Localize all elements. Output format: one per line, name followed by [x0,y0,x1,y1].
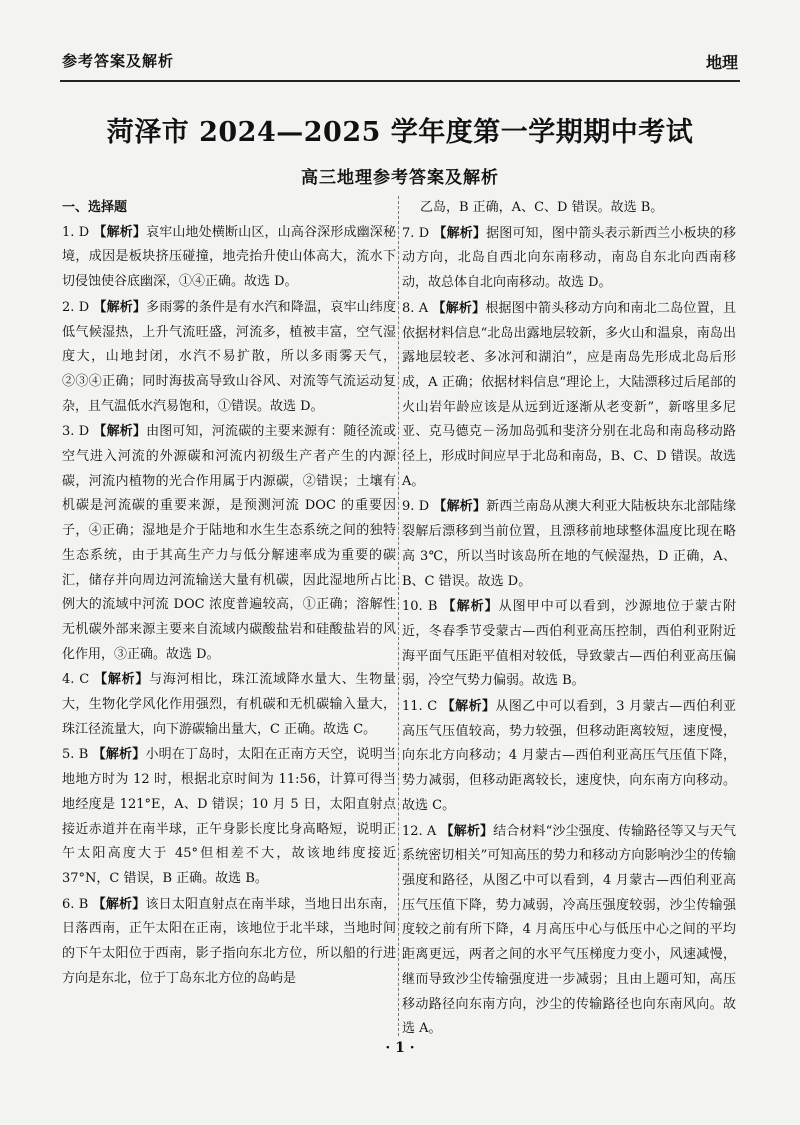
answer-text: 结合材料“沙尘强度、传输路径等又与天气系统密切相关”可知高压的势力和移动方向影响沙尘的传输强度和路径，从图乙中可以看到，4 月蒙古—西伯利亚高压气压值下降，势力减弱，冷高压强度较弱，沙尘传输强度较之前有所下降，4 月高压中心与低压中心之间的平均距离更远，两者之间的水平气压梯度力变小，风速减慢，继而导致沙尘传输强度进一步减弱；且由上题可知，高压移动路径向东南方向，沙尘的传输路径也向东南风向。故选 A。 [402,823,736,1037]
analysis-tag: 【解析】 [93,424,147,440]
answer-item [62,221,396,295]
answer-text: 该日太阳直射点在南半球，当地日出东南，日落西南，正午太阳在正南，该地位于北半球，当地时间的下午太阳位于西南，影子指向东北方位，所以船的行进方向是东北，位于丁岛东北方位的岛屿是 [62,896,396,986]
left-column [62,196,396,993]
answer-number: 8. A [402,300,429,316]
answer-subtitle: 高三地理参考答案及解析 [301,168,499,188]
answer-text: 乙岛，B 正确，A、C、D 错误。故选 B。 [420,200,664,215]
answer-text: 从图乙中可以看到，3 月蒙古—西伯利亚高压气压值较高，势力较强，但移动距离较短，速度慢，向东北方向移动；4 月蒙古—西伯利亚高压气压值下降，势力减弱，但移动距离较长，速度快，向东南方向移动。故选 C。 [402,699,736,813]
answer-item [402,222,736,296]
analysis-tag: 【解析】 [93,224,147,240]
analysis-tag: 【解析】 [433,225,487,241]
right-answer-list [402,196,736,1042]
answer-number: 3. D [62,424,90,440]
answer-item [62,420,396,667]
header-subject: 地理 [705,53,738,72]
answer-number: 10. B [402,599,438,615]
analysis-tag: 【解析】 [433,499,487,515]
analysis-tag: 【解析】 [92,896,146,912]
analysis-tag: 【解析】 [442,599,499,615]
answer-text: 据图可知，图中箭头表示新西兰小板块的移动方向，北岛自西北向东南移动，南岛自东北向西南移动，故总体自北向南移动。故选 D。 [402,225,736,291]
analysis-tag: 【解析】 [93,299,147,315]
answer-number: 2. D [62,299,90,315]
analysis-tag: 【解析】 [92,747,146,763]
answer-item [62,893,396,992]
answer-number: 11. C [402,699,438,715]
answer-text: 新西兰南岛从澳大利亚大陆板块东北部陆缘裂解后漂移到当前位置，且漂移前地球整体温度比现在略高 3℃，所以当时该岛所在地的气候湿热，D 正确，A、B、C 错误。故选 D。 [402,499,736,589]
answer-number: 9. D [402,499,430,515]
answer-text: 小明在丁岛时，太阳在正南方天空，说明当地地方时为 12 时，根据北京时间为 11:56，计算可得当地经度是 121°E，A、D 错误；10 月 5 日，太阳直射点接近赤道并在南半球，正午身影长度比身高略短，说明正午太阳高度大于 45°但相差不大，故该地纬度接近 37°N，C 错误，B 正确。故选 B。 [62,747,396,886]
answer-item [402,495,736,594]
column-divider [398,196,399,1036]
section-heading: 一、选择题 [62,200,128,215]
exam-title: 菏泽市 2024—2025 学年度第一学期期中考试 [106,117,694,148]
analysis-tag: 【解析】 [440,823,494,839]
answer-item [402,695,736,819]
answer-text: 由图可知，河流碳的主要来源有：随径流或空气进入河流的外源碳和河流内初级生产者产生的内源碳，河流内植物的光合作用属于内源碳，②错误；土壤有机碳是河流碳的重要来源，是预测河流 DOC 的重要因子，④正确；湿地是介于陆地和水生生态系统之间的独特生态系统，由于其高生产力与低分解速率成为重要的碳汇，储存并向周边河流输送大量有机碳，因此湿地所占比例大的流域中河流 DOC 浓度普遍较高，①正确；溶解性无机碳外部来源主要来自流域内碳酸盐岩和硅酸盐岩的风化作用，③正确。故选 D。 [62,424,396,662]
right-column [402,196,736,1043]
answer-item [402,196,736,221]
answer-item [62,668,396,742]
answer-number: 1. D [62,224,90,240]
left-answer-list [62,221,396,992]
analysis-tag: 【解析】 [432,300,486,316]
answer-item [402,595,736,694]
answer-number: 4. C [62,672,90,688]
answer-text: 与海河相比，珠江流域降水量大、生物量大，生物化学风化作用强烈，有机碳和无机碳输入量大，珠江径流量大，向下游碳输出量大，C 正确。故选 C。 [62,672,396,737]
answer-item [62,743,396,891]
header-divider [60,80,740,82]
answer-number: 12. A [402,823,437,839]
answer-text: 从图甲中可以看到，沙源地位于蒙古附近，冬春季节受蒙古—西伯利亚高压控制，西伯利亚附近海平面气压距平值相对较低，导致蒙古—西伯利亚高压偏弱，冷空气势力偏弱。故选 B。 [402,599,736,689]
answer-number: 6. B [62,896,89,912]
answer-number: 5. B [62,747,89,763]
analysis-tag: 【解析】 [94,672,150,688]
answer-text: 哀牢山地处横断山区，山高谷深形成幽深秘境，成因是板块挤压碰撞，地壳抬升使山体高大，流水下切侵蚀使谷底幽深，①④正确。故选 D。 [62,224,396,290]
answer-text: 根据图中箭头移动方向和南北二岛位置，且依据材料信息“北岛出露地层较新，多火山和温泉，南岛出露地层较老、多冰河和湖泊”，应是南岛先形成北岛后形成，A 正确；依据材料信息“理论上，大陆漂移过后尾部的火山岩年龄应该是从远到近逐渐从老变新”，新喀里多尼亚、克马德克－汤加岛弧和斐济分别在北岛和南岛移动路径上，形成时间应早于北岛和南岛，B、C、D 错误。故选 A。 [402,300,736,489]
answer-text: 多雨雾的条件是有水汽和降温，哀牢山纬度低气候湿热，上升气流旺盛，河流多，植被丰富，空气湿度大，山地封闭，水汽不易扩散，所以多雨雾天气，②③④正确；同时海拔高导致山谷风、对流等气流运动复杂，且气温低水汽易饱和，①错误。故选 D。 [62,299,396,414]
answer-number: 7. D [402,225,430,241]
page-number: · 1 · [385,1040,415,1056]
answer-item [402,297,736,495]
answer-item [402,820,736,1042]
answer-item [62,296,396,420]
analysis-tag: 【解析】 [441,699,496,715]
header-doc-type: 参考答案及解析 [62,52,175,70]
